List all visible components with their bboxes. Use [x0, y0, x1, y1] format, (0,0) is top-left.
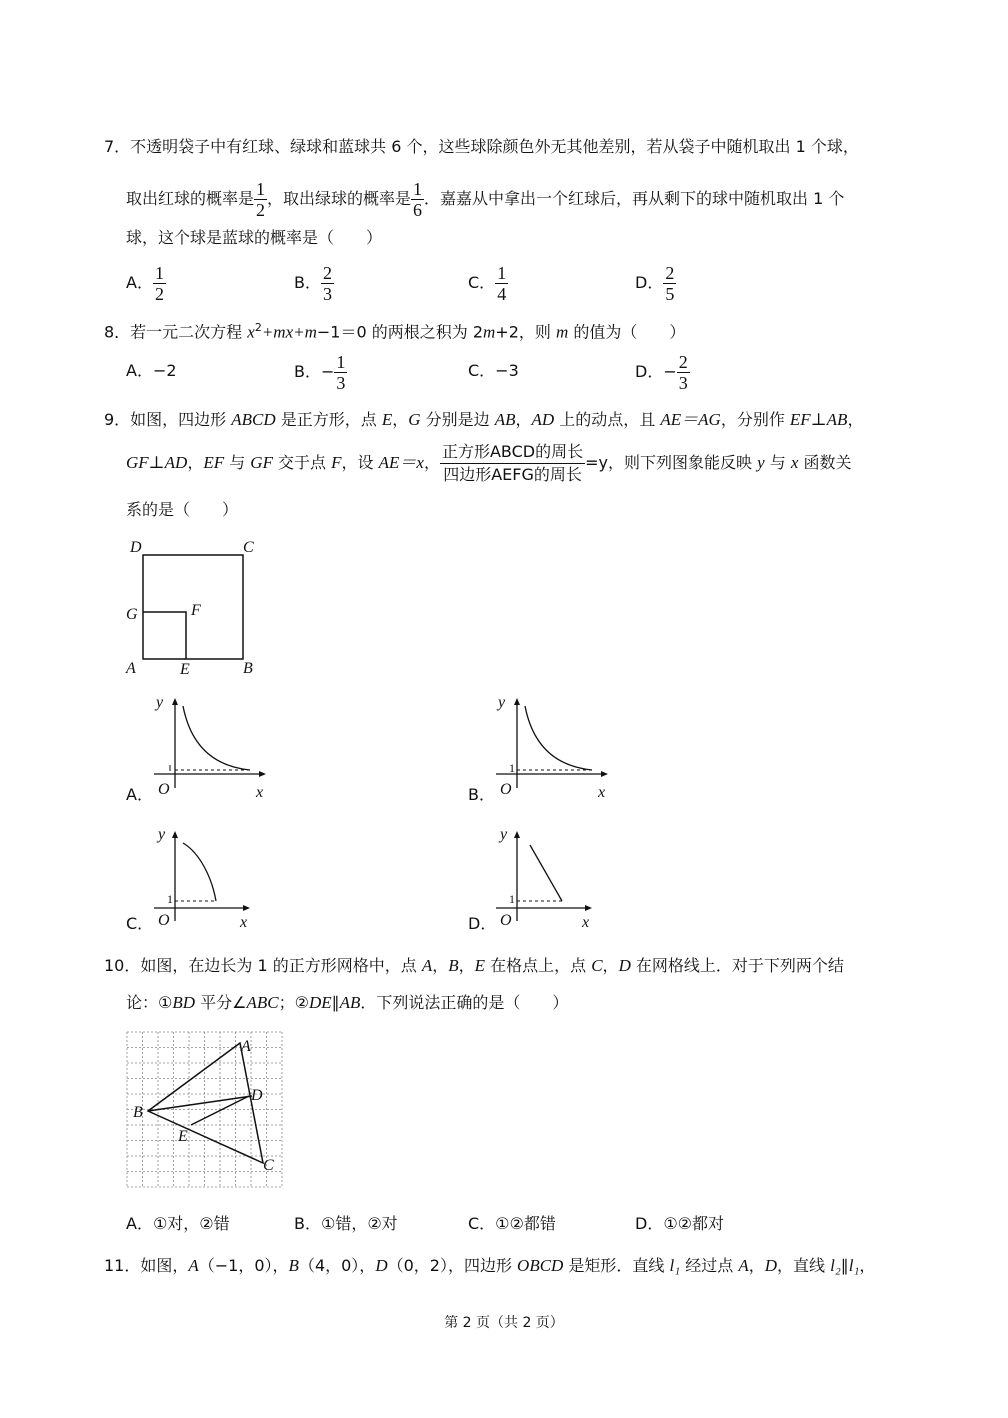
svg-text:1: 1 [509, 761, 515, 775]
q10-line1: 10．如图，在边长为 1 的正方形网格中，点 A，B，E 在格点上，点 C，D 在网格线上．对于下列两个结 [104, 956, 844, 975]
q10-option-b[interactable]: B．①错，②对 [294, 1214, 398, 1233]
q9-graph-d [492, 823, 602, 933]
svg-text:y: y [158, 826, 166, 843]
q7-line3: 球，这个球是蓝球的概率是（ ） [126, 228, 383, 247]
label-B: B [243, 660, 253, 677]
label-C: C [263, 1157, 274, 1174]
q8-option-d[interactable]: D．− $\frac{2}{3}$ [635, 352, 688, 393]
svg-text:y: y [156, 694, 164, 711]
svg-text:y: y [498, 694, 506, 711]
label-G: G [126, 606, 138, 623]
svg-text:O: O [500, 912, 512, 929]
svg-text:O: O [158, 781, 170, 798]
label-F: F [191, 602, 201, 619]
svg-text:y: y [500, 826, 508, 843]
q7-option-d[interactable]: D． $\frac{2}{5}$ [635, 263, 675, 304]
q8-option-c[interactable]: C．−3 [468, 361, 519, 380]
label-C: C [243, 539, 254, 556]
label-A: A [241, 1038, 251, 1055]
q7-frac-green: $\frac{1}{6}$ [413, 179, 423, 220]
q11-stem: 11．如图，A（−1，0），B（4，0），D（0，2），四边形 OBCD 是矩形．直线 l₁ 经过点 A，D，直线 l₂∥l₁， [104, 1256, 876, 1275]
q9-line2: GF⊥AD，EF 与 GF 交于点 F，设 AE＝x， $\frac{\text{正方形ABCD的周长}}{\text{四边形AEFG的周长}}$ =y，则下列图象能反映 y 与 x 函数关 [126, 442, 852, 484]
svg-text:x: x [240, 914, 248, 931]
label-A: A [126, 660, 136, 677]
q9-graph-c [150, 823, 260, 933]
svg-text:x: x [256, 784, 264, 801]
svg-text:1: 1 [509, 892, 515, 906]
q9-option-a[interactable]: A． [126, 785, 153, 804]
page-footer: 第 2 页（共 2 页） [444, 1315, 564, 1331]
q10-line2: 论：①BD 平分∠ABC；②DE∥AB．下列说法正确的是（ ） [126, 993, 569, 1012]
q9-graph-a [150, 692, 275, 804]
q9-line3: 系的是（ ） [126, 500, 239, 519]
q9-square-figure [120, 535, 270, 680]
svg-text:1: 1 [167, 892, 173, 906]
q10-grid-figure [120, 1025, 295, 1205]
q9-graph-b [492, 692, 617, 804]
label-D: D [251, 1087, 263, 1104]
q9-option-c[interactable]: C． [126, 914, 154, 933]
q7-frac-red: $\frac{1}{2}$ [256, 179, 266, 220]
q7-option-b[interactable]: B． $\frac{2}{3}$ [294, 263, 332, 304]
label-E: E [178, 1128, 188, 1145]
q7-option-a[interactable]: A． $\frac{1}{2}$ [126, 263, 164, 304]
q8-stem: 8．若一元二次方程 $x^2+mx+m-1=0$ 的两根之积为 2m+2，则 m 的值为（ ） [104, 321, 686, 342]
q9-option-b[interactable]: B． [468, 785, 495, 804]
q7-line2: 取出红球的概率是 $\frac{1}{2}$ ，取出绿球的概率是 $\frac{1}{6}$ ．嘉嘉从中拿出一个红球后，再从剩下的球中随机取出 1 个 [126, 179, 845, 220]
q8-option-a[interactable]: A．−2 [126, 361, 177, 380]
svg-text:x: x [598, 784, 606, 801]
svg-text:O: O [158, 912, 170, 929]
q7-line1: 7．不透明袋子中有红球、绿球和蓝球共 6 个，这些球除颜色外无其他差别，若从袋子中随机取出 1 个球， [104, 137, 859, 156]
q10-option-a[interactable]: A．①对，②错 [126, 1214, 230, 1233]
svg-text:O: O [500, 781, 512, 798]
q9-option-d[interactable]: D． [468, 914, 497, 933]
svg-text:x: x [582, 914, 590, 931]
q10-option-d[interactable]: D．①②都对 [635, 1214, 725, 1233]
label-D: D [130, 539, 142, 556]
q9-ratio-fraction: $\frac{\text{正方形ABCD的周长}}{\text{四边形AEFG的周长}}$ [441, 442, 584, 484]
label-E: E [180, 661, 190, 678]
label-B: B [133, 1104, 143, 1121]
q7-option-c[interactable]: C． $\frac{1}{4}$ [468, 263, 507, 304]
q10-option-c[interactable]: C．①②都错 [468, 1214, 556, 1233]
q8-option-b[interactable]: B．− $\frac{1}{3}$ [294, 352, 346, 393]
q9-line1: 9．如图，四边形 ABCD 是正方形，点 E，G 分别是边 AB，AD 上的动点，且 AE＝AG，分别作 EF⊥AB， [104, 410, 864, 429]
